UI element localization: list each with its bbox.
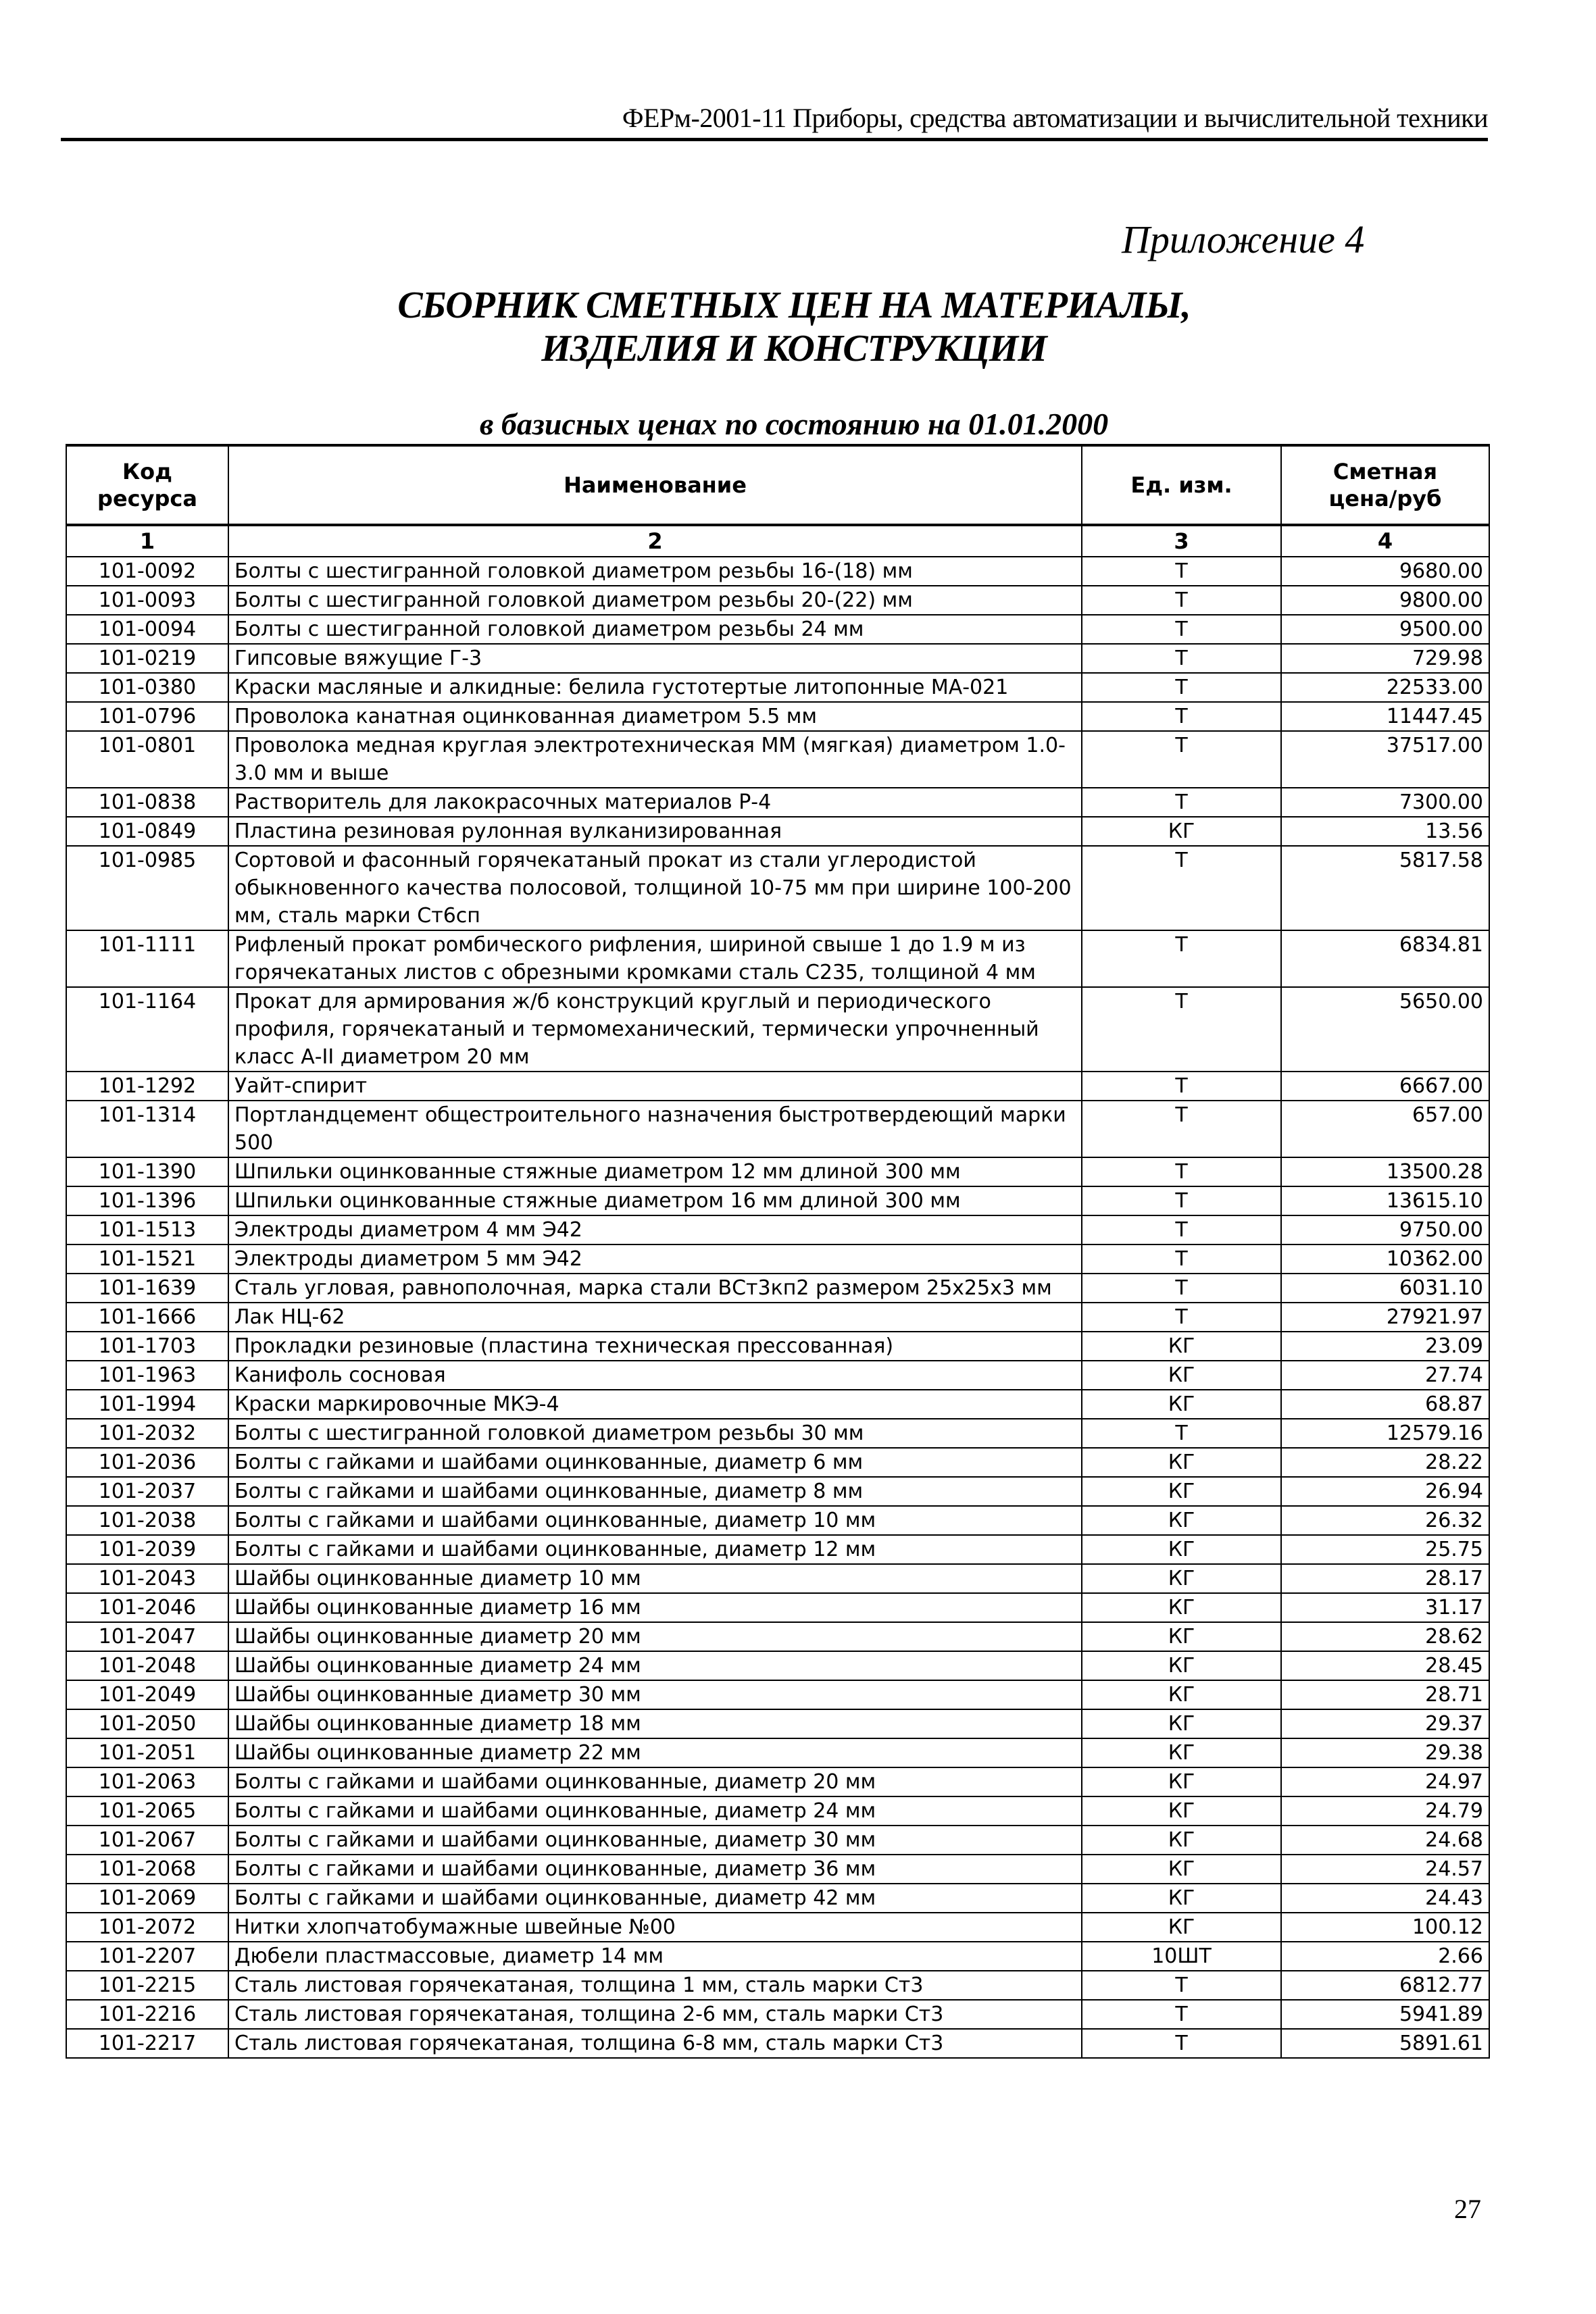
table-row: [66, 673, 1489, 702]
cell-name: Портландцемент общестроительного назначения быстротвердеющий марки 500: [228, 1101, 1082, 1157]
column-number: 3: [1082, 525, 1281, 557]
table-row: [66, 1680, 1489, 1709]
cell-unit: Т: [1082, 1101, 1281, 1157]
page-number: 27: [1454, 2194, 1481, 2224]
cell-name: Болты с шестигранной головкой диаметром резьбы 30 мм: [228, 1419, 1082, 1448]
cell-unit: Т: [1082, 673, 1281, 702]
cell-code: 101-2048: [66, 1651, 228, 1680]
cell-price: 6834.81: [1281, 930, 1489, 987]
table-row: [66, 702, 1489, 731]
cell-unit: КГ: [1082, 1332, 1281, 1361]
cell-unit: Т: [1082, 930, 1281, 987]
table-row: [66, 1477, 1489, 1506]
table-row: [66, 731, 1489, 788]
column-header-name: Наименование: [228, 445, 1082, 525]
column-header-price-line-1: Сметная: [1332, 459, 1438, 484]
cell-unit: Т: [1082, 1186, 1281, 1215]
cell-code: 101-2032: [66, 1419, 228, 1448]
cell-price: 729.98: [1281, 644, 1489, 673]
cell-name: Сталь угловая, равнополочная, марка стали ВСт3кп2 размером 25x25x3 мм: [228, 1274, 1082, 1303]
cell-unit: КГ: [1082, 1826, 1281, 1855]
cell-name: Гипсовые вяжущие Г-3: [228, 644, 1082, 673]
cell-unit: КГ: [1082, 1796, 1281, 1826]
cell-name: Электроды диаметром 4 мм Э42: [228, 1215, 1082, 1244]
cell-price: 7300.00: [1281, 788, 1489, 817]
cell-unit: Т: [1082, 1244, 1281, 1274]
running-header: ФЕРм-2001-11 Приборы, средства автоматизации и вычислительной техники: [622, 103, 1488, 133]
cell-code: 101-0849: [66, 817, 228, 846]
cell-unit: Т: [1082, 1157, 1281, 1186]
cell-price: 28.17: [1281, 1564, 1489, 1593]
table-row: [66, 788, 1489, 817]
cell-price: 29.37: [1281, 1709, 1489, 1738]
cell-unit: КГ: [1082, 1622, 1281, 1651]
table-row: [66, 1884, 1489, 1913]
table-row: [66, 1913, 1489, 1942]
cell-price: 24.57: [1281, 1855, 1489, 1884]
cell-code: 101-2069: [66, 1884, 228, 1913]
cell-unit: КГ: [1082, 1448, 1281, 1477]
cell-unit: КГ: [1082, 1884, 1281, 1913]
cell-name: Болты с гайками и шайбами оцинкованные, диаметр 36 мм: [228, 1855, 1082, 1884]
table-row: [66, 1709, 1489, 1738]
table-row: [66, 1651, 1489, 1680]
table-row: [66, 2029, 1489, 2058]
cell-name: Шайбы оцинкованные диаметр 20 мм: [228, 1622, 1082, 1651]
cell-name: Болты с шестигранной головкой диаметром резьбы 24 мм: [228, 615, 1082, 644]
document-title: [270, 284, 1318, 370]
cell-code: 101-2043: [66, 1564, 228, 1593]
cell-unit: КГ: [1082, 1593, 1281, 1622]
table-row: [66, 1855, 1489, 1884]
cell-unit: Т: [1082, 731, 1281, 788]
cell-name: Шпильки оцинкованные стяжные диаметром 16 мм длиной 300 мм: [228, 1186, 1082, 1215]
cell-name: Болты с гайками и шайбами оцинкованные, диаметр 24 мм: [228, 1796, 1082, 1826]
cell-name: Краски масляные и алкидные: белила густотертые литопонные МА-021: [228, 673, 1082, 702]
table-row: [66, 2000, 1489, 2029]
cell-code: 101-2036: [66, 1448, 228, 1477]
cell-code: 101-2217: [66, 2029, 228, 2058]
cell-price: 28.45: [1281, 1651, 1489, 1680]
cell-name: Шайбы оцинкованные диаметр 16 мм: [228, 1593, 1082, 1622]
cell-code: 101-1396: [66, 1186, 228, 1215]
cell-unit: Т: [1082, 987, 1281, 1072]
cell-code: 101-0380: [66, 673, 228, 702]
cell-code: 101-0796: [66, 702, 228, 731]
cell-price: 9500.00: [1281, 615, 1489, 644]
cell-name: Шайбы оцинкованные диаметр 24 мм: [228, 1651, 1082, 1680]
cell-unit: Т: [1082, 615, 1281, 644]
cell-price: 28.62: [1281, 1622, 1489, 1651]
cell-name: Пластина резиновая рулонная вулканизированная: [228, 817, 1082, 846]
cell-price: 25.75: [1281, 1535, 1489, 1564]
cell-name: Шайбы оцинкованные диаметр 22 мм: [228, 1738, 1082, 1767]
cell-name: Болты с гайками и шайбами оцинкованные, диаметр 20 мм: [228, 1767, 1082, 1796]
cell-code: 101-1513: [66, 1215, 228, 1244]
price-table: [66, 444, 1490, 2059]
cell-price: 9800.00: [1281, 586, 1489, 615]
cell-name: Болты с гайками и шайбами оцинкованные, диаметр 12 мм: [228, 1535, 1082, 1564]
cell-unit: КГ: [1082, 1855, 1281, 1884]
cell-price: 5891.61: [1281, 2029, 1489, 2058]
cell-unit: Т: [1082, 1274, 1281, 1303]
column-number: 2: [228, 525, 1082, 557]
cell-price: 5817.58: [1281, 846, 1489, 930]
cell-unit: КГ: [1082, 1361, 1281, 1390]
cell-name: Болты с гайками и шайбами оцинкованные, диаметр 42 мм: [228, 1884, 1082, 1913]
cell-name: Болты с гайками и шайбами оцинкованные, диаметр 30 мм: [228, 1826, 1082, 1855]
cell-code: 101-1390: [66, 1157, 228, 1186]
table-row: [66, 1186, 1489, 1215]
cell-unit: КГ: [1082, 1564, 1281, 1593]
appendix-label: Приложение 4: [1122, 218, 1365, 261]
cell-code: 101-1639: [66, 1274, 228, 1303]
cell-name: Краски маркировочные МКЭ-4: [228, 1390, 1082, 1419]
cell-name: Электроды диаметром 5 мм Э42: [228, 1244, 1082, 1274]
table-row: [66, 557, 1489, 586]
column-header-price: [1281, 445, 1489, 525]
cell-price: 2.66: [1281, 1942, 1489, 1971]
table-row: [66, 1826, 1489, 1855]
cell-price: 26.32: [1281, 1506, 1489, 1535]
cell-price: 22533.00: [1281, 673, 1489, 702]
cell-unit: Т: [1082, 1303, 1281, 1332]
cell-name: Болты с шестигранной головкой диаметром резьбы 16-(18) мм: [228, 557, 1082, 586]
cell-code: 101-0092: [66, 557, 228, 586]
table-row: [66, 644, 1489, 673]
cell-name: Сортовой и фасонный горячекатаный прокат из стали углеродистой обыкновенного качества полосовой, толщиной 10-75 мм при ширине 100-200 мм, сталь марки Ст6сп: [228, 846, 1082, 930]
cell-code: 101-1292: [66, 1072, 228, 1101]
cell-code: 101-0093: [66, 586, 228, 615]
cell-name: Дюбели пластмассовые, диаметр 14 мм: [228, 1942, 1082, 1971]
cell-name: Уайт-спирит: [228, 1072, 1082, 1101]
cell-code: 101-2050: [66, 1709, 228, 1738]
cell-code: 101-1963: [66, 1361, 228, 1390]
cell-code: 101-2039: [66, 1535, 228, 1564]
cell-price: 657.00: [1281, 1101, 1489, 1157]
cell-unit: Т: [1082, 644, 1281, 673]
cell-price: 26.94: [1281, 1477, 1489, 1506]
cell-price: 68.87: [1281, 1390, 1489, 1419]
table-row: [66, 1072, 1489, 1101]
cell-code: 101-1164: [66, 987, 228, 1072]
cell-name: Проволока канатная оцинкованная диаметром 5.5 мм: [228, 702, 1082, 731]
cell-code: 101-2063: [66, 1767, 228, 1796]
cell-unit: КГ: [1082, 1535, 1281, 1564]
cell-name: Рифленый прокат ромбического рифления, шириной свыше 1 до 1.9 м из горячекатаных листов с обрезными кромками сталь С235, толщиной 4 мм: [228, 930, 1082, 987]
table-row: [66, 615, 1489, 644]
cell-unit: Т: [1082, 846, 1281, 930]
cell-code: 101-2037: [66, 1477, 228, 1506]
cell-price: 28.22: [1281, 1448, 1489, 1477]
cell-unit: КГ: [1082, 1651, 1281, 1680]
cell-price: 11447.45: [1281, 702, 1489, 731]
cell-unit: Т: [1082, 702, 1281, 731]
table-row: [66, 1738, 1489, 1767]
column-number: 1: [66, 525, 228, 557]
cell-name: Сталь листовая горячекатаная, толщина 6-8 мм, сталь марки Ст3: [228, 2029, 1082, 2058]
table-header-row: [66, 445, 1489, 525]
cell-price: 27921.97: [1281, 1303, 1489, 1332]
cell-name: Шпильки оцинкованные стяжные диаметром 12 мм длиной 300 мм: [228, 1157, 1082, 1186]
cell-unit: Т: [1082, 1971, 1281, 2000]
cell-unit: 10ШТ: [1082, 1942, 1281, 1971]
cell-price: 12579.16: [1281, 1419, 1489, 1448]
table-row: [66, 1564, 1489, 1593]
table-row: [66, 1593, 1489, 1622]
cell-unit: КГ: [1082, 1506, 1281, 1535]
cell-code: 101-0219: [66, 644, 228, 673]
table-row: [66, 1390, 1489, 1419]
cell-unit: Т: [1082, 557, 1281, 586]
cell-price: 23.09: [1281, 1332, 1489, 1361]
cell-name: Прокат для армирования ж/б конструкций круглый и периодического профиля, горячекатаный и термомеханический, термически упрочненный класс А-II диаметром 20 мм: [228, 987, 1082, 1072]
table-row: [66, 1157, 1489, 1186]
cell-unit: Т: [1082, 1072, 1281, 1101]
cell-price: 37517.00: [1281, 731, 1489, 788]
document-subtitle: в базисных ценах по состоянию на 01.01.2000: [479, 407, 1109, 441]
cell-code: 101-0094: [66, 615, 228, 644]
cell-name: Растворитель для лакокрасочных материалов Р-4: [228, 788, 1082, 817]
cell-unit: КГ: [1082, 1390, 1281, 1419]
cell-price: 29.38: [1281, 1738, 1489, 1767]
cell-code: 101-0985: [66, 846, 228, 930]
column-number: 4: [1281, 525, 1489, 557]
table-row: [66, 586, 1489, 615]
cell-price: 13.56: [1281, 817, 1489, 846]
cell-price: 24.68: [1281, 1826, 1489, 1855]
cell-code: 101-2051: [66, 1738, 228, 1767]
cell-code: 101-2047: [66, 1622, 228, 1651]
cell-code: 101-1666: [66, 1303, 228, 1332]
cell-name: Нитки хлопчатобумажные швейные №00: [228, 1913, 1082, 1942]
cell-name: Сталь листовая горячекатаная, толщина 1 мм, сталь марки Ст3: [228, 1971, 1082, 2000]
cell-unit: КГ: [1082, 1738, 1281, 1767]
cell-price: 13615.10: [1281, 1186, 1489, 1215]
cell-unit: Т: [1082, 788, 1281, 817]
cell-price: 13500.28: [1281, 1157, 1489, 1186]
cell-name: Проволока медная круглая электротехническая ММ (мягкая) диаметром 1.0-3.0 мм и выше: [228, 731, 1082, 788]
cell-name: Шайбы оцинкованные диаметр 30 мм: [228, 1680, 1082, 1709]
cell-unit: Т: [1082, 586, 1281, 615]
cell-price: 24.97: [1281, 1767, 1489, 1796]
table-row: [66, 1101, 1489, 1157]
table-row: [66, 1767, 1489, 1796]
cell-name: Прокладки резиновые (пластина техническая прессованная): [228, 1332, 1082, 1361]
table-row: [66, 1622, 1489, 1651]
table-row: [66, 1535, 1489, 1564]
table-row: [66, 846, 1489, 930]
cell-price: 24.79: [1281, 1796, 1489, 1826]
cell-code: 101-2046: [66, 1593, 228, 1622]
table-row: [66, 817, 1489, 846]
cell-unit: КГ: [1082, 1680, 1281, 1709]
header-rule: [61, 138, 1488, 141]
table-row: [66, 1796, 1489, 1826]
table-body: [66, 557, 1489, 2058]
cell-name: Шайбы оцинкованные диаметр 10 мм: [228, 1564, 1082, 1593]
cell-price: 9680.00: [1281, 557, 1489, 586]
cell-code: 101-1703: [66, 1332, 228, 1361]
cell-price: 24.43: [1281, 1884, 1489, 1913]
cell-code: 101-1521: [66, 1244, 228, 1274]
cell-unit: КГ: [1082, 817, 1281, 846]
cell-name: Канифоль сосновая: [228, 1361, 1082, 1390]
cell-code: 101-2207: [66, 1942, 228, 1971]
cell-price: 31.17: [1281, 1593, 1489, 1622]
table-row: [66, 1244, 1489, 1274]
column-header-unit: Ед. изм.: [1082, 445, 1281, 525]
cell-code: 101-0801: [66, 731, 228, 788]
cell-price: 6031.10: [1281, 1274, 1489, 1303]
cell-code: 101-2049: [66, 1680, 228, 1709]
cell-unit: Т: [1082, 1419, 1281, 1448]
cell-price: 9750.00: [1281, 1215, 1489, 1244]
table-row: [66, 1971, 1489, 2000]
cell-name: Болты с шестигранной головкой диаметром резьбы 20-(22) мм: [228, 586, 1082, 615]
cell-code: 101-1314: [66, 1101, 228, 1157]
cell-name: Болты с гайками и шайбами оцинкованные, диаметр 8 мм: [228, 1477, 1082, 1506]
cell-price: 100.12: [1281, 1913, 1489, 1942]
cell-code: 101-2038: [66, 1506, 228, 1535]
cell-code: 101-2216: [66, 2000, 228, 2029]
cell-unit: КГ: [1082, 1767, 1281, 1796]
table-row: [66, 1303, 1489, 1332]
cell-code: 101-2215: [66, 1971, 228, 2000]
cell-price: 6667.00: [1281, 1072, 1489, 1101]
column-number-row: [66, 525, 1489, 557]
cell-name: Сталь листовая горячекатаная, толщина 2-6 мм, сталь марки Ст3: [228, 2000, 1082, 2029]
cell-price: 10362.00: [1281, 1244, 1489, 1274]
cell-name: Болты с гайками и шайбами оцинкованные, диаметр 10 мм: [228, 1506, 1082, 1535]
cell-price: 28.71: [1281, 1680, 1489, 1709]
cell-price: 6812.77: [1281, 1971, 1489, 2000]
table-row: [66, 930, 1489, 987]
title-line-1: СБОРНИК СМЕТНЫХ ЦЕН НА МАТЕРИАЛЫ,: [397, 284, 1191, 326]
cell-unit: Т: [1082, 2000, 1281, 2029]
table-row: [66, 1419, 1489, 1448]
cell-code: 101-1111: [66, 930, 228, 987]
table-row: [66, 1274, 1489, 1303]
cell-code: 101-0838: [66, 788, 228, 817]
cell-code: 101-2072: [66, 1913, 228, 1942]
cell-name: Лак НЦ-62: [228, 1303, 1082, 1332]
column-header-code: Код ресурса: [66, 445, 228, 525]
cell-price: 5650.00: [1281, 987, 1489, 1072]
cell-unit: Т: [1082, 1215, 1281, 1244]
cell-code: 101-2065: [66, 1796, 228, 1826]
cell-price: 27.74: [1281, 1361, 1489, 1390]
cell-unit: КГ: [1082, 1913, 1281, 1942]
cell-code: 101-2067: [66, 1826, 228, 1855]
table-row: [66, 1506, 1489, 1535]
cell-unit: КГ: [1082, 1477, 1281, 1506]
cell-code: 101-1994: [66, 1390, 228, 1419]
cell-name: Шайбы оцинкованные диаметр 18 мм: [228, 1709, 1082, 1738]
table-row: [66, 1448, 1489, 1477]
cell-code: 101-2068: [66, 1855, 228, 1884]
table-row: [66, 987, 1489, 1072]
table-row: [66, 1361, 1489, 1390]
cell-price: 5941.89: [1281, 2000, 1489, 2029]
cell-unit: Т: [1082, 2029, 1281, 2058]
table-row: [66, 1942, 1489, 1971]
title-line-2: ИЗДЕЛИЯ И КОНСТРУКЦИИ: [541, 328, 1047, 370]
column-header-price-line-2: цена/руб: [1328, 486, 1442, 511]
cell-name: Болты с гайками и шайбами оцинкованные, диаметр 6 мм: [228, 1448, 1082, 1477]
table-row: [66, 1215, 1489, 1244]
table-row: [66, 1332, 1489, 1361]
cell-unit: КГ: [1082, 1709, 1281, 1738]
